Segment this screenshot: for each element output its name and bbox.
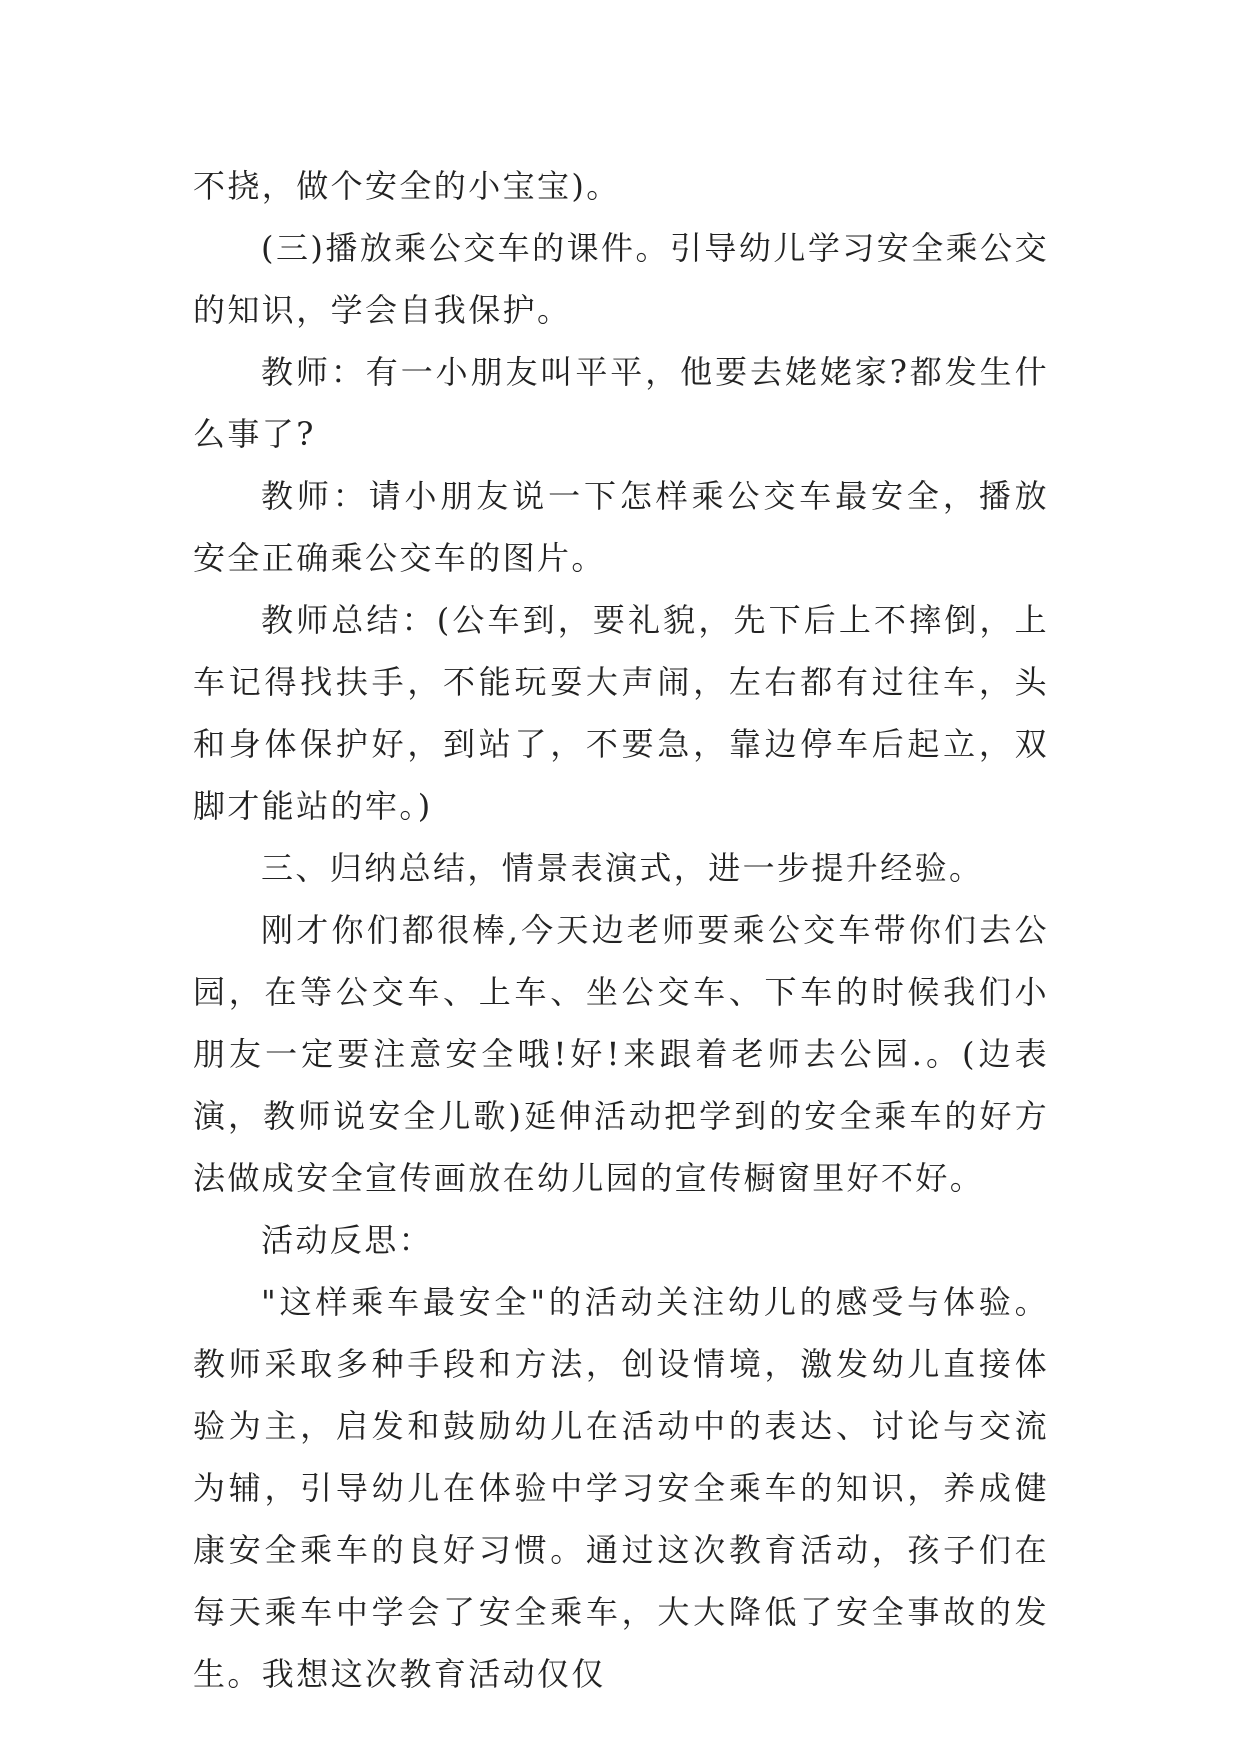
paragraph-5: 教师总结：(公车到，要礼貌，先下后上不摔倒，上车记得找扶手，不能玩耍大声闹，左右都有过往车，头和身体保护好，到站了，不要急，靠边停车后起立，双脚才能站的牢。) [193,601,1049,825]
paragraph-3: 教师：有一小朋友叫平平，他要去姥姥家?都发生什么事了? [193,353,1049,453]
paragraph-9: "这样乘车最安全"的活动关注幼儿的感受与体验。教师采取多种手段和方法，创设情境，激发幼儿直接体验为主，启发和鼓励幼儿在活动中的表达、讨论与交流为辅，引导幼儿在体验中学习安全乘车的知识，养成健康安全乘车的良好习惯。通过这次教育活动，孩子们在每天乘车中学会了安全乘车，大大降低了安全事故的发生。我想这次教育活动仅仅 [193,1283,1049,1693]
document-body [193,155,1049,1705]
paragraph-7: 刚才你们都很棒,今天边老师要乘公交车带你们去公园，在等公交车、上车、坐公交车、下车的时候我们小朋友一定要注意安全哦!好!来跟着老师去公园.。(边表演，教师说安全儿歌)延伸活动把学到的安全乘车的好方法做成安全宣传画放在幼儿园的宣传橱窗里好不好。 [193,911,1049,1197]
paragraph-2: (三)播放乘公交车的课件。引导幼儿学习安全乘公交的知识，学会自我保护。 [193,229,1049,329]
paragraph-6-heading: 三、归纳总结，情景表演式，进一步提升经验。 [261,849,984,887]
paragraph-4: 教师：请小朋友说一下怎样乘公交车最安全，播放安全正确乘公交车的图片。 [193,477,1049,577]
paragraph-1: 不挠，做个安全的小宝宝)。 [193,167,621,205]
paragraph-8-heading: 活动反思： [261,1221,434,1259]
